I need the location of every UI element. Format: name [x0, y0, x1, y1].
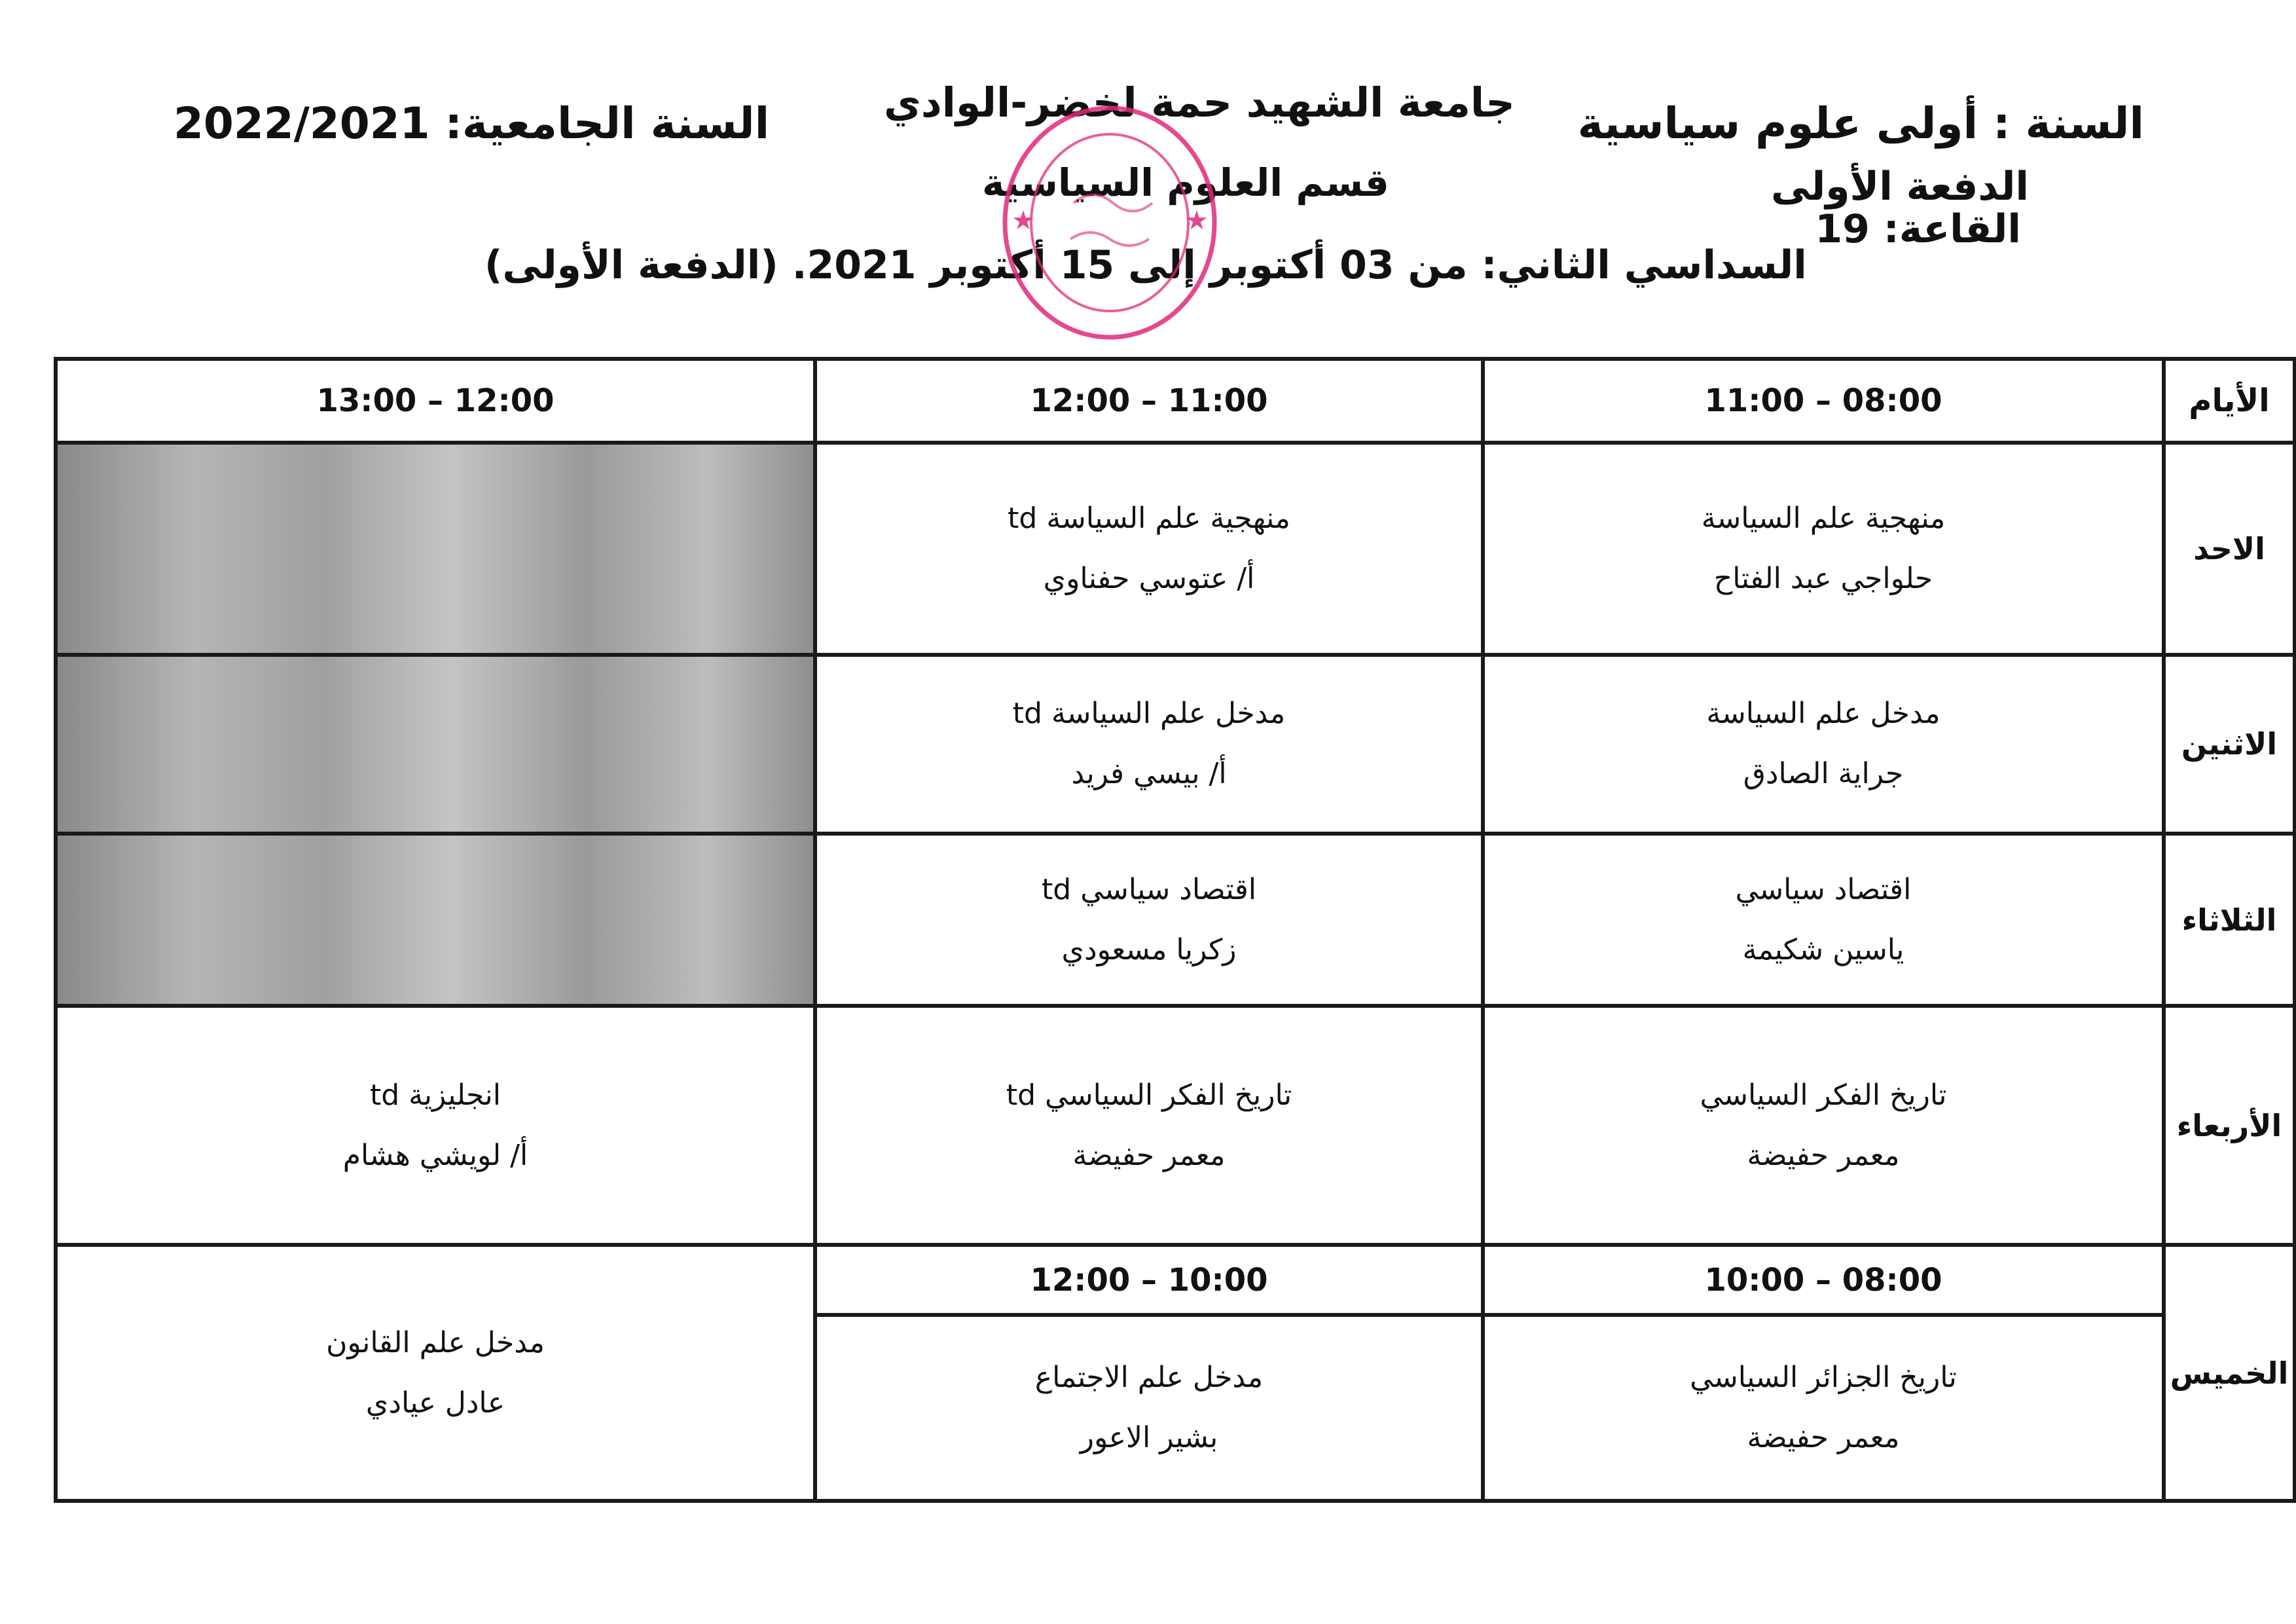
teacher: حلواجي عبد الفتاح [1713, 561, 1933, 595]
subject: اقتصاد سياسي td [1042, 872, 1256, 906]
table-row [56, 655, 2295, 834]
class-cell [815, 1315, 1483, 1501]
table-row [56, 443, 2295, 655]
class-cell [815, 1006, 1483, 1245]
svg-text:★: ★ [1011, 206, 1035, 236]
subject: تاريخ الفكر السياسي [1700, 1078, 1947, 1112]
weekly-schedule-table [54, 357, 2296, 1503]
teacher: ياسين شكيمة [1742, 932, 1904, 967]
teacher: أ/ بيسي فريد [1071, 757, 1227, 791]
thursday-subheader-row [56, 1245, 2295, 1315]
class-cell [56, 1245, 815, 1501]
thursday-slot-2: 10:00 – 12:00 [815, 1245, 1483, 1315]
day-cell: الأربعاء [2164, 1006, 2295, 1245]
official-stamp-icon [995, 98, 1224, 347]
slot-header-3: 12:00 – 13:00 [56, 359, 815, 443]
subject: منهجية علم السياسة [1701, 501, 1946, 535]
subject: مدخل علم السياسة [1706, 697, 1941, 731]
class-cell [1483, 1006, 2164, 1245]
subject: انجليزية td [369, 1078, 501, 1112]
blocked-cell [56, 655, 815, 834]
teacher: أ/ لويشي هشام [342, 1138, 528, 1172]
class-cell [1483, 655, 2164, 834]
room-label: القاعة: 19 [1815, 206, 2021, 252]
class-cell [815, 443, 1483, 655]
department-name: قسم العلوم السياسية [982, 160, 1389, 205]
day-cell: الاحد [2164, 443, 2295, 655]
teacher: معمر حفيضة [1747, 1138, 1900, 1172]
class-cell [1483, 443, 2164, 655]
batch-label: الدفعة الأولى [1771, 164, 2029, 210]
thursday-slot-1: 08:00 – 10:00 [1483, 1245, 2164, 1315]
subject: مدخل علم السياسة td [1012, 697, 1286, 731]
subject: مدخل علم الاجتماع [1034, 1361, 1264, 1395]
teacher: جراية الصادق [1743, 757, 1904, 791]
teacher: عادل عيادي [365, 1386, 505, 1420]
table-header-row [56, 359, 2295, 443]
semester-line: السداسي الثاني: من 03 أكتوبر إلى 15 أكتوبر 2021. (الدفعة الأولى) [484, 242, 1807, 288]
table-row [56, 1006, 2295, 1245]
subject: اقتصاد سياسي [1735, 872, 1912, 906]
teacher: زكريا مسعودي [1061, 932, 1237, 967]
table-row [56, 834, 2295, 1006]
teacher: أ/ عتوسي حفناوي [1043, 561, 1255, 595]
subject: مدخل علم القانون [326, 1325, 545, 1359]
day-cell: الاثنين [2164, 655, 2295, 834]
class-cell [1483, 834, 2164, 1006]
teacher: معمر حفيضة [1072, 1138, 1226, 1172]
class-cell [1483, 1315, 2164, 1501]
subject: منهجية علم السياسة td [1008, 501, 1290, 535]
slot-header-2: 11:00 – 12:00 [815, 359, 1483, 443]
days-header: الأيام [2164, 359, 2295, 443]
slot-header-1: 08:00 – 11:00 [1483, 359, 2164, 443]
class-cell [815, 655, 1483, 834]
day-cell: الثلاثاء [2164, 834, 2295, 1006]
subject: تاريخ الجزائر السياسي [1690, 1361, 1957, 1395]
blocked-cell [56, 443, 815, 655]
day-cell: الخميس [2164, 1245, 2295, 1501]
class-cell [56, 1006, 815, 1245]
academic-year: السنة الجامعية: 2022/2021 [173, 98, 770, 149]
teacher: معمر حفيضة [1747, 1421, 1900, 1455]
university-name: جامعة الشهيد حمة لخضر-الوادي [884, 79, 1515, 126]
class-cell [815, 834, 1483, 1006]
subject: تاريخ الفكر السياسي td [1006, 1078, 1292, 1112]
teacher: بشير الاعور [1080, 1421, 1218, 1455]
svg-text:★: ★ [1185, 206, 1209, 236]
blocked-cell [56, 834, 815, 1006]
study-level: السنة : أولى علوم سياسية [1577, 98, 2144, 149]
